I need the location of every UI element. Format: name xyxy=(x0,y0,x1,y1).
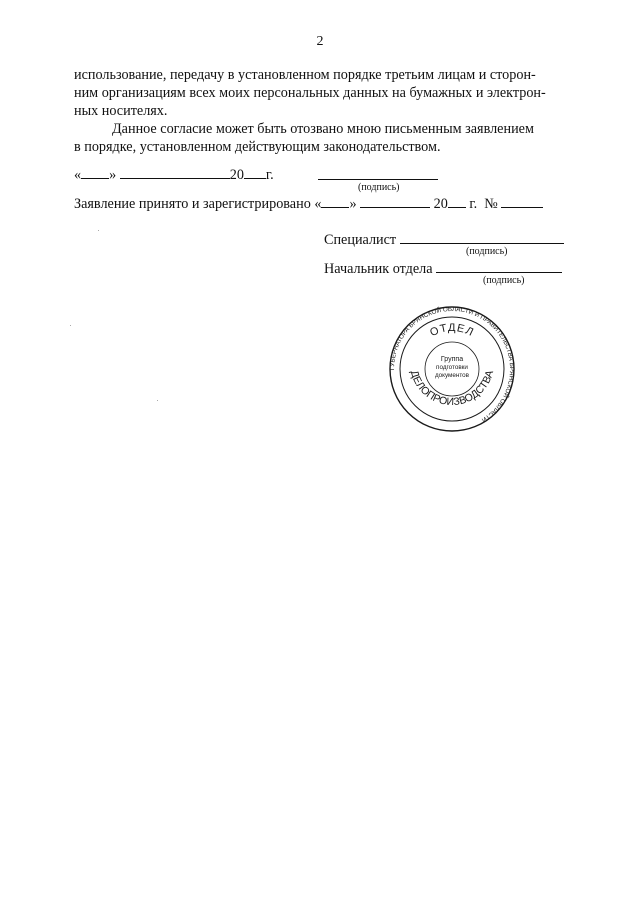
head-signature-blank xyxy=(436,259,562,273)
head-line xyxy=(324,259,562,278)
stamp-seal xyxy=(388,305,516,433)
scan-speck xyxy=(70,325,71,326)
reg-month-blank xyxy=(360,194,430,208)
year-prefix: 20 xyxy=(229,167,244,183)
close-quote: » xyxy=(349,196,357,212)
scan-speck xyxy=(157,400,158,401)
specialist-label: Специалист xyxy=(324,232,397,248)
date-signature-line xyxy=(74,165,274,184)
stamp-top-text: ОТДЕЛ xyxy=(428,321,476,340)
paragraph-consent-scope xyxy=(74,66,574,120)
paragraph-line: ним организациям всех моих персональных данных на бумажных и электрон- xyxy=(74,85,546,101)
paragraph-line: ных носителях. xyxy=(74,103,168,119)
page-number: 2 xyxy=(316,34,324,49)
close-quote: » xyxy=(109,167,117,183)
stamp-bottom-text: ДЕЛОПРОИЗВОДСТВА xyxy=(407,368,497,409)
scan-speck xyxy=(98,230,99,231)
stamp-center-line2: подготовки xyxy=(436,364,468,371)
specialist-signature-blank xyxy=(400,230,564,244)
number-sign: № xyxy=(484,196,498,212)
paragraph-revocation xyxy=(74,120,574,156)
stamp-center-line1: Группа xyxy=(440,356,464,363)
stamp-outer-text: ГУБЕРНАТОРА БРЯНСКОЙ ОБЛАСТИ И ПРАВИТЕЛЬСТВА БРЯНСКОЙ ОБЛАСТИ xyxy=(388,305,516,424)
signature-caption: (подпись) xyxy=(358,182,400,193)
department-stamp xyxy=(388,305,516,433)
signature-blank xyxy=(318,166,438,180)
year-prefix: 20 xyxy=(433,196,448,212)
year-suffix: г. xyxy=(265,167,274,183)
paragraph-line: в порядке, установленном действующим законодательством. xyxy=(74,139,441,155)
paragraph-line: использование, передачу в установленном порядке третьим лицам и сторон- xyxy=(74,67,536,83)
open-quote: « xyxy=(74,167,82,183)
specialist-caption: (подпись) xyxy=(466,246,508,257)
specialist-line xyxy=(324,230,564,249)
head-label: Начальник отдела xyxy=(324,261,433,277)
reg-day-blank xyxy=(321,194,349,208)
registration-line xyxy=(74,194,543,213)
reg-number-blank xyxy=(501,194,543,208)
stamp-center-line3: документов xyxy=(434,372,470,379)
year-blank xyxy=(244,165,266,179)
reg-year-blank xyxy=(448,194,466,208)
day-blank xyxy=(81,165,109,179)
year-suffix: г. xyxy=(469,196,478,212)
month-blank xyxy=(120,165,230,179)
registration-label: Заявление принято и зарегистрировано « xyxy=(74,196,322,212)
paragraph-line: Данное согласие может быть отозвано мною письменным заявлением xyxy=(112,121,534,137)
head-caption: (подпись) xyxy=(483,275,525,286)
